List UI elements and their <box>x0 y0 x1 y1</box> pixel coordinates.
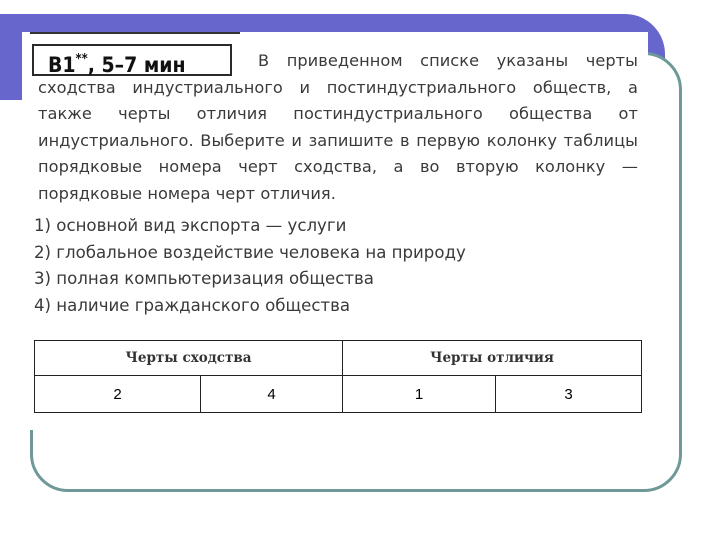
scanned-task-page <box>22 32 648 430</box>
task-stars: ** <box>75 52 88 67</box>
task-time: , 5–7 мин <box>87 53 186 77</box>
header-differences: Черты отличия <box>343 341 642 376</box>
option-1: 1) основной вид экспорта — услуги <box>34 216 347 235</box>
option-4: 4) наличие гражданского общества <box>34 296 351 315</box>
answer-table-row <box>35 376 642 413</box>
similarity-cell[interactable]: 2 <box>35 376 201 413</box>
top-rule <box>30 32 240 34</box>
answer-table <box>34 340 642 413</box>
answer-table-header-row <box>35 341 642 376</box>
task-paragraph: В приведенном списке указаны черты сходства индустриального и постиндустриального обществ, а также черты отличия постиндустриального общества от индустриального. Выберите и запишите в первую колонку таблицы порядковые номера черт сходства, а во вторую колонку — порядковые номера черт отличия. <box>38 51 638 203</box>
header-similarities: Черты сходства <box>35 341 343 376</box>
option-3: 3) полная компьютеризация общества <box>34 269 374 288</box>
similarity-cell[interactable]: 4 <box>201 376 343 413</box>
decorative-bullet-small <box>8 64 16 67</box>
option-2: 2) глобальное воздействие человека на природу <box>34 243 466 262</box>
difference-cell[interactable]: 3 <box>496 376 642 413</box>
task-code: В1 <box>48 53 76 77</box>
decorative-bullet <box>8 46 16 54</box>
task-instructions <box>38 48 638 208</box>
difference-cell[interactable]: 1 <box>343 376 496 413</box>
